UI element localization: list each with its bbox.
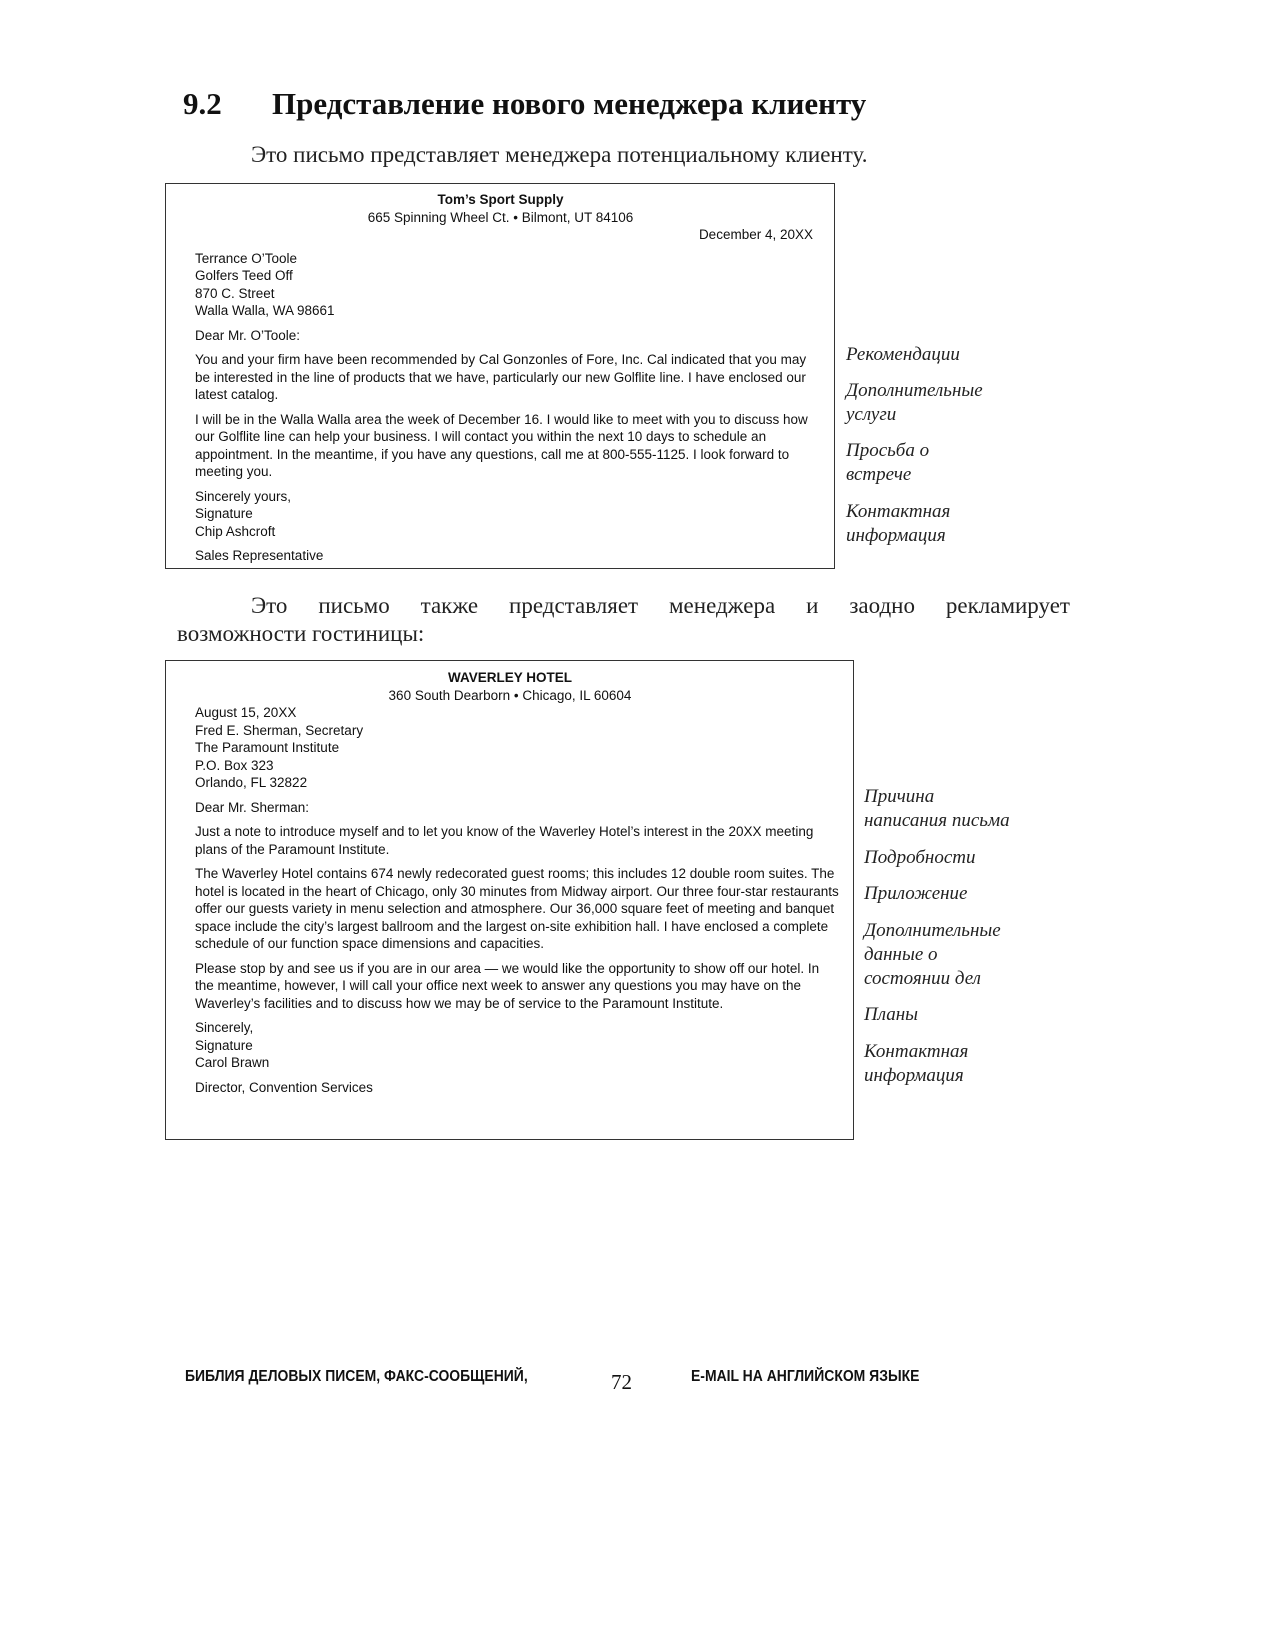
section-title: Представление нового менеджера клиенту — [272, 86, 867, 121]
margin-note: встрече — [846, 464, 912, 485]
letter-2-recipient-line: The Paramount Institute — [195, 740, 340, 755]
letter-2-company: WAVERLEY HOTEL — [447, 670, 572, 685]
section-heading — [183, 86, 866, 122]
section-number: 9.2 — [183, 86, 222, 121]
intro-word: также — [420, 593, 479, 618]
intro-word: заодно — [849, 593, 915, 618]
margin-note: Планы — [864, 1004, 919, 1025]
margin-note: Подробности — [864, 847, 976, 868]
letter-2-sender-title: Director, Convention Services — [195, 1079, 373, 1095]
letter-1-address: 665 Spinning Wheel Ct. • Bilmont, UT 84106 — [367, 209, 634, 225]
letter-1-recipient-line: Walla Walla, WA 98661 — [195, 303, 335, 318]
margin-note: Причина — [864, 786, 935, 807]
page-number: 72 — [611, 1370, 632, 1394]
margin-note: Рекомендации — [846, 344, 960, 365]
margin-note: Контактная — [864, 1041, 969, 1062]
margin-note: информация — [864, 1065, 964, 1086]
letter-1 — [165, 183, 835, 569]
letter-1-recipient-line: Golfers Teed Off — [195, 268, 293, 283]
margin-note: Дополнительные — [864, 920, 1001, 941]
margin-note: Контактная — [846, 501, 951, 522]
letter-2-paragraph: The Waverley Hotel contains 674 newly redecorated guest rooms; this includes 12 double room suites. The hotel is located in the heart of Chicago, only 30 minutes from Midway airport. Our three four-star restaurants offer our guests variety in menu selection and atmosphere. Our 36,000 square feet of meeting and banquet space include the city’s largest ballroom and the largest on-site exhibition hall. I have enclosed a complete schedule of our function space dimensions and capacities. — [195, 866, 839, 951]
letter-2-salutation: Dear Mr. Sherman: — [195, 799, 310, 815]
intro-word: представляет — [509, 593, 639, 618]
letter-1-recipient-line: 870 C. Street — [195, 285, 275, 301]
letter-1-closing-line: Sincerely yours, — [195, 488, 292, 504]
footer-right: E-MAIL НА АНГЛИЙСКОМ ЯЗЫКЕ — [691, 1368, 920, 1385]
intro-text-2 — [177, 592, 1070, 648]
letter-1-sender-name: Chip Ashcroft — [195, 523, 276, 539]
intro-word: и — [806, 593, 819, 618]
letter-1-date: December 4, 20XX — [698, 227, 813, 242]
letter-2-recipient-line: Orlando, FL 32822 — [195, 775, 308, 790]
letter-1-company: Tom’s Sport Supply — [437, 192, 564, 207]
margin-note: состоянии дел — [864, 968, 981, 989]
letter-2-address: 360 South Dearborn • Chicago, IL 60604 — [388, 687, 632, 703]
letter-1-paragraph: I will be in the Walla Walla area the week of December 16. I would like to meet with you to discuss how our Golflite line can help your business. I will contact you within the next 10 days to schedule an appointment. In the meantime, if you have any questions, call me at 800-555-1125. I look forward to meeting you. — [195, 411, 808, 479]
letter-2-sender-name: Carol Brawn — [195, 1055, 270, 1070]
letter-1-recipient-line: Terrance O’Toole — [195, 250, 298, 266]
letter-2-signature: Signature — [195, 1037, 253, 1053]
footer-left: БИБЛИЯ ДЕЛОВЫХ ПИСЕМ, ФАКС-СООБЩЕНИЙ, — [185, 1368, 528, 1385]
margin-note: Дополнительные — [846, 380, 983, 401]
intro-word: Это — [251, 593, 288, 618]
intro-text-1: Это письмо представляет менеджера потенциальному клиенту. — [251, 142, 868, 167]
margin-note: Приложение — [864, 883, 968, 904]
letter-2 — [165, 660, 854, 1140]
letter-1-paragraph: You and your firm have been recommended by Cal Gonzonles of Fore, Inc. Cal indicated that you may be interested in the line of products that we have, particularly our new Golflite line. I have enclosed our latest catalog. — [195, 352, 807, 402]
letter-2-date: August 15, 20XX — [195, 705, 297, 720]
letter-1-sender-title: Sales Representative — [195, 548, 324, 563]
letter-2-recipient-line: P.O. Box 323 — [195, 757, 274, 773]
letter-2-recipient-line: Fred E. Sherman, Secretary — [195, 722, 364, 738]
margin-note: данные о — [864, 944, 938, 965]
intro-word: письмо — [318, 593, 390, 618]
intro-line-2: возможности гостиницы: — [177, 621, 425, 646]
margin-note: информация — [846, 525, 946, 546]
margin-note: написания письма — [864, 810, 1010, 831]
intro-word: рекламирует — [945, 593, 1070, 618]
letter-1-signature: Signature — [195, 506, 253, 521]
letter-2-closing-line: Sincerely, — [195, 1020, 254, 1035]
letter-2-paragraph: Please stop by and see us if you are in our area — we would like the opportunity to show off our hotel. In the meantime, however, I will call your office next week to answer any questions you may have on the Waverley’s facilities and to discuss how we may be of service to the Paramount Institute. — [195, 960, 820, 1011]
letter-2-paragraph: Just a note to introduce myself and to let you know of the Waverley Hotel’s interest in the 20XX meeting plans of the Paramount Institute. — [195, 824, 814, 857]
intro-word: менеджера — [669, 593, 776, 618]
margin-note: Просьба о — [846, 440, 930, 461]
margin-note: услуги — [846, 404, 897, 425]
letter-1-salutation: Dear Mr. O’Toole: — [195, 327, 301, 343]
